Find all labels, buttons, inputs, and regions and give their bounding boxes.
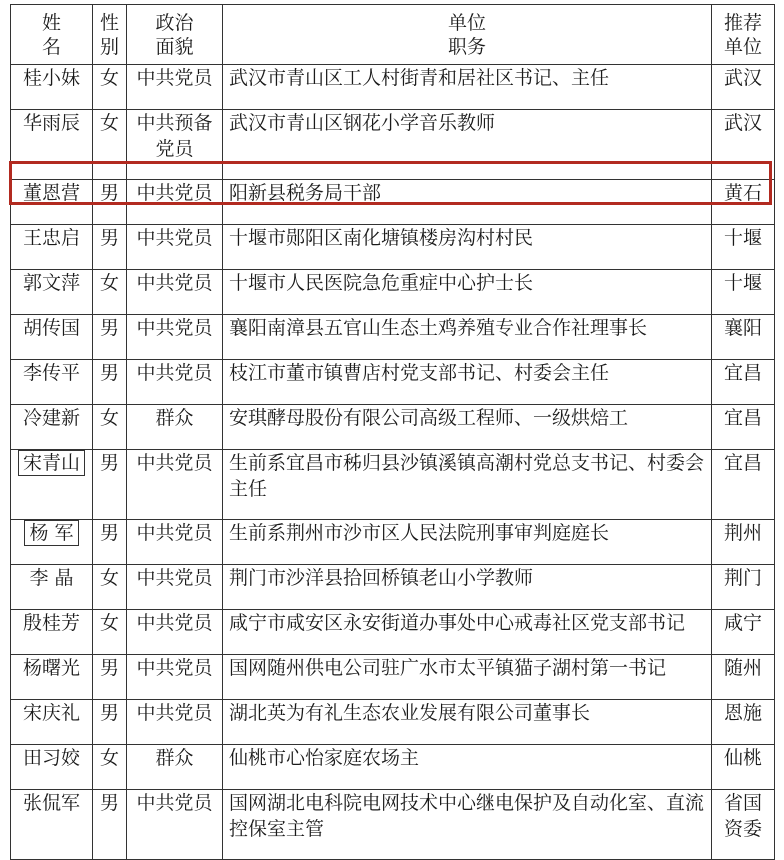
table-row: [11, 745, 775, 790]
recommender-cell-text: 黄石: [723, 182, 762, 204]
gender-cell-text: 女: [99, 747, 119, 769]
header-recommender: 推荐 单位: [712, 5, 775, 65]
gender-cell: [93, 65, 127, 110]
party-cell: [127, 270, 223, 315]
name-cell: [11, 450, 93, 520]
post-cell: [223, 565, 712, 610]
recommender-cell: [712, 110, 775, 180]
name-cell: [11, 745, 93, 790]
header-gender: 性 别: [93, 5, 127, 65]
recommender-cell-text: 宜昌: [723, 362, 762, 384]
gender-cell-text: 男: [99, 702, 119, 724]
table-row: [11, 655, 775, 700]
post-cell: [223, 700, 712, 745]
post-cell-text: 武汉市青山区工人村街青和居社区书记、主任: [229, 67, 610, 89]
gender-cell: [93, 520, 127, 565]
gender-cell: [93, 745, 127, 790]
gender-cell-text: 男: [99, 792, 119, 814]
name-cell-text: 冷建新: [22, 407, 80, 429]
recommender-cell-text: 咸宁: [723, 612, 762, 634]
recommender-cell-text: 荆门: [723, 567, 762, 589]
name-cell-text: 胡传国: [22, 317, 80, 339]
party-cell: [127, 745, 223, 790]
name-cell: [11, 405, 93, 450]
recommender-cell-text: 恩施: [723, 702, 762, 724]
table-row: [11, 270, 775, 315]
post-cell: [223, 745, 712, 790]
recommender-cell: [712, 700, 775, 745]
post-cell: [223, 520, 712, 565]
gender-cell-text: 男: [99, 362, 119, 384]
post-cell-text: 生前系荆州市沙市区人民法院刑事审判庭庭长: [229, 522, 610, 544]
name-cell: [11, 790, 93, 860]
header-party: 政治 面貌: [127, 5, 223, 65]
recommender-cell-text: 仙桃: [723, 747, 762, 769]
name-cell-text: 殷桂芳: [22, 612, 80, 634]
party-cell-text: 中共预备党员: [136, 112, 213, 160]
post-cell-text: 生前系宜昌市秭归县沙镇溪镇高潮村党总支书记、村委会主任: [229, 452, 705, 500]
gender-cell-text: 女: [99, 612, 119, 634]
name-cell-text: 董恩营: [22, 182, 80, 204]
party-cell-text: 群众: [155, 747, 194, 769]
party-cell-text: 中共党员: [136, 702, 213, 724]
name-cell: [11, 180, 93, 225]
post-cell-text: 仙桃市心怡家庭农场主: [229, 747, 420, 769]
party-cell-text: 中共党员: [136, 67, 213, 89]
gender-cell-text: 男: [99, 227, 119, 249]
party-cell-text: 中共党员: [136, 227, 213, 249]
party-cell-text: 中共党员: [136, 452, 213, 474]
table-header-row: [11, 5, 775, 65]
post-cell-text: 武汉市青山区钢花小学音乐教师: [229, 112, 496, 134]
name-cell-text: 华雨辰: [22, 112, 80, 134]
table-row: [11, 450, 775, 520]
party-cell: [127, 110, 223, 180]
header-post: 单位 职务: [223, 5, 712, 65]
post-cell: [223, 110, 712, 180]
recommender-cell: [712, 180, 775, 225]
post-cell: [223, 405, 712, 450]
gender-cell-text: 女: [99, 567, 119, 589]
post-cell: [223, 65, 712, 110]
party-cell-text: 中共党员: [136, 362, 213, 384]
gender-cell-text: 女: [99, 272, 119, 294]
post-cell: [223, 270, 712, 315]
party-cell-text: 中共党员: [136, 182, 213, 204]
party-cell: [127, 405, 223, 450]
table-row: [11, 790, 775, 860]
recommender-cell: [712, 270, 775, 315]
post-cell: [223, 610, 712, 655]
post-cell-text: 国网随州供电公司驻广水市太平镇猫子湖村第一书记: [229, 657, 667, 679]
post-cell-text: 襄阳南漳县五官山生态土鸡养殖专业合作社理事长: [229, 317, 648, 339]
table-row: [11, 700, 775, 745]
post-cell: [223, 360, 712, 405]
gender-cell-text: 女: [99, 67, 119, 89]
gender-cell: [93, 790, 127, 860]
recommender-cell: [712, 655, 775, 700]
party-cell-text: 群众: [155, 407, 194, 429]
recommender-cell-text: 宜昌: [723, 452, 762, 474]
name-cell-text: 李 晶: [29, 567, 74, 589]
post-cell: [223, 180, 712, 225]
post-cell: [223, 655, 712, 700]
recommender-cell: [712, 745, 775, 790]
gender-cell: [93, 270, 127, 315]
recommender-cell: [712, 520, 775, 565]
name-cell: [11, 270, 93, 315]
recommender-cell: [712, 790, 775, 860]
name-cell-text: 桂小妹: [22, 67, 80, 89]
party-cell-text: 中共党员: [136, 792, 213, 814]
name-cell: [11, 565, 93, 610]
gender-cell: [93, 315, 127, 360]
name-cell-text: 李传平: [22, 362, 80, 384]
party-cell: [127, 700, 223, 745]
recommender-cell: [712, 65, 775, 110]
recommender-cell-text: 武汉: [723, 112, 762, 134]
gender-cell-text: 女: [99, 112, 119, 134]
name-cell: [11, 110, 93, 180]
recommender-cell-text: 省国资委: [723, 792, 762, 840]
party-cell-text: 中共党员: [136, 567, 213, 589]
party-cell: [127, 225, 223, 270]
party-cell: [127, 655, 223, 700]
post-cell-text: 枝江市董市镇曹店村党支部书记、村委会主任: [229, 362, 610, 384]
party-cell: [127, 565, 223, 610]
gender-cell-text: 男: [99, 317, 119, 339]
table-row: [11, 65, 775, 110]
gender-cell: [93, 655, 127, 700]
party-cell-text: 中共党员: [136, 612, 213, 634]
party-cell-text: 中共党员: [136, 272, 213, 294]
name-cell-text: 杨 军: [24, 520, 78, 546]
name-cell-text: 杨曙光: [22, 657, 80, 679]
recommender-cell-text: 十堰: [723, 272, 762, 294]
name-cell-text: 郭文萍: [22, 272, 80, 294]
gender-cell-text: 男: [99, 657, 119, 679]
name-cell-text: 张侃军: [22, 792, 80, 814]
recommender-cell: [712, 225, 775, 270]
name-cell: [11, 610, 93, 655]
name-cell-text: 田习姣: [22, 747, 80, 769]
party-cell: [127, 520, 223, 565]
post-cell-text: 湖北英为有礼生态农业发展有限公司董事长: [229, 702, 591, 724]
recommender-cell: [712, 610, 775, 655]
recommender-cell: [712, 315, 775, 360]
recommender-cell-text: 宜昌: [723, 407, 762, 429]
table-row: [11, 110, 775, 180]
honoree-table: [10, 4, 775, 860]
table-row: [11, 520, 775, 565]
name-cell: [11, 225, 93, 270]
party-cell-text: 中共党员: [136, 657, 213, 679]
party-cell: [127, 450, 223, 520]
post-cell-text: 阳新县税务局干部: [229, 182, 382, 204]
gender-cell: [93, 450, 127, 520]
recommender-cell-text: 随州: [723, 657, 762, 679]
table-row: [11, 565, 775, 610]
header-name: 姓 名: [11, 5, 93, 65]
name-cell: [11, 700, 93, 745]
post-cell-text: 咸宁市咸安区永安街道办事处中心戒毒社区党支部书记: [229, 612, 686, 634]
gender-cell: [93, 700, 127, 745]
recommender-cell-text: 武汉: [723, 67, 762, 89]
name-cell: [11, 65, 93, 110]
name-cell-text: 宋青山: [18, 450, 85, 476]
recommender-cell: [712, 450, 775, 520]
gender-cell-text: 男: [99, 452, 119, 474]
name-cell-text: 王忠启: [22, 227, 80, 249]
recommender-cell: [712, 565, 775, 610]
post-cell: [223, 225, 712, 270]
gender-cell: [93, 225, 127, 270]
post-cell-text: 十堰市郧阳区南化塘镇楼房沟村村民: [229, 227, 534, 249]
recommender-cell-text: 十堰: [723, 227, 762, 249]
table-row: [11, 610, 775, 655]
recommender-cell-text: 荆州: [723, 522, 762, 544]
gender-cell: [93, 180, 127, 225]
party-cell: [127, 180, 223, 225]
post-cell-text: 国网湖北电科院电网技术中心继电保护及自动化室、直流控保室主管: [229, 792, 705, 840]
recommender-cell: [712, 405, 775, 450]
table-row: [11, 405, 775, 450]
gender-cell: [93, 360, 127, 405]
post-cell-text: 安琪酵母股份有限公司高级工程师、一级烘焙工: [229, 407, 629, 429]
gender-cell-text: 男: [99, 182, 119, 204]
name-cell-text: 宋庆礼: [22, 702, 80, 724]
party-cell: [127, 315, 223, 360]
gender-cell: [93, 110, 127, 180]
gender-cell: [93, 610, 127, 655]
name-cell: [11, 315, 93, 360]
post-cell-text: 荆门市沙洋县拾回桥镇老山小学教师: [229, 567, 534, 589]
name-cell: [11, 520, 93, 565]
party-cell: [127, 790, 223, 860]
post-cell: [223, 790, 712, 860]
recommender-cell: [712, 360, 775, 405]
table-row: [11, 315, 775, 360]
gender-cell: [93, 565, 127, 610]
party-cell: [127, 65, 223, 110]
gender-cell-text: 男: [99, 522, 119, 544]
post-cell-text: 十堰市人民医院急危重症中心护士长: [229, 272, 534, 294]
party-cell: [127, 610, 223, 655]
name-cell: [11, 360, 93, 405]
gender-cell: [93, 405, 127, 450]
gender-cell-text: 女: [99, 407, 119, 429]
table-row: [11, 360, 775, 405]
table-body: [11, 65, 775, 860]
post-cell: [223, 315, 712, 360]
table-row: [11, 225, 775, 270]
party-cell-text: 中共党员: [136, 522, 213, 544]
party-cell-text: 中共党员: [136, 317, 213, 339]
post-cell: [223, 450, 712, 520]
recommender-cell-text: 襄阳: [723, 317, 762, 339]
party-cell: [127, 360, 223, 405]
table-row: [11, 180, 775, 225]
name-cell: [11, 655, 93, 700]
